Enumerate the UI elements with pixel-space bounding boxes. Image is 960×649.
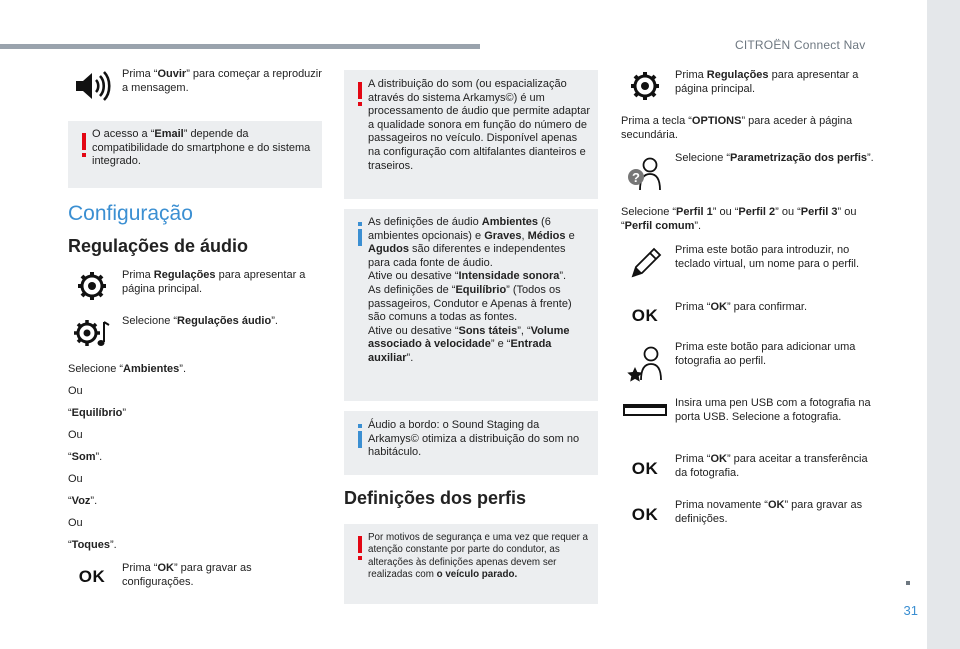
confirm-text: Prima “OK” para confirmar. xyxy=(675,301,808,313)
add-photo-text: Prima este botão para adicionar uma fotografia ao perfil. xyxy=(675,341,856,367)
accept-transfer-step xyxy=(621,451,877,485)
sound-distribution-warning xyxy=(344,70,598,199)
audio-settings-info-text: As definições de áudio Ambientes (6 ambientes opcionais) e Graves, Médios e Agudos são diferentes e independentes para cada fonte de áudio. Ative ou desative “Intensidade sonora”. As definições de “Equilíbrio” (Todos os passageiros, Condutor e Apenas à frente) são comuns a todas as fontes. Ative ou desative “Sons táteis”, “Volume associado à velocidade” e “Entrada auxiliar”. xyxy=(368,216,575,364)
profile-name-step xyxy=(621,242,877,290)
ok-button-icon: OK xyxy=(78,567,106,586)
option-voz: “Voz”. xyxy=(68,495,98,507)
gear-icon xyxy=(68,270,116,302)
profile-settings-text: Prima Regulações para apresentar a página principal. xyxy=(675,69,859,95)
gear-music-icon xyxy=(68,316,116,350)
subsection-title-audio: Regulações de áudio xyxy=(68,236,249,256)
audio-settings-step xyxy=(68,266,322,306)
email-warning-box xyxy=(68,121,322,188)
or-text-3: Ou xyxy=(68,473,83,485)
section-title-configuracao: Configuração xyxy=(68,202,193,225)
confirm-step xyxy=(621,297,877,331)
safety-warning-text: Por motivos de segurança e uma vez que requer a atenção constante por parte do condutor, as alterações às definições apenas devem ser realizadas com o veículo parado. xyxy=(368,532,589,581)
save-profile-text: Prima novamente “OK” para gravar as definições. xyxy=(675,499,863,525)
play-message-text: Prima “Ouvir” para começar a reproduzir a mensagem. xyxy=(122,68,322,94)
audio-regulations-text: Selecione “Regulações áudio”. xyxy=(122,315,278,327)
pencil-icon xyxy=(621,246,669,282)
option-toques: “Toques”. xyxy=(68,539,117,551)
audio-regulations-step xyxy=(68,312,322,352)
ok-button-icon: OK xyxy=(631,459,659,478)
usb-photo-step xyxy=(621,394,877,442)
svg-text:?: ? xyxy=(632,170,640,185)
sound-distribution-text: A distribuição do som (ou espacialização através do sistema Arkamys©) é um processamento de áudio que permite adaptar a qualidade sonora em função do número de passageiros no veículo. Disponível apenas na configuração com altifalantes dianteiros e traseiros. xyxy=(368,78,590,172)
option-som: “Som”. xyxy=(68,451,103,463)
option-equilibrio: “Equilíbrio” xyxy=(68,407,127,419)
usb-bar-icon xyxy=(621,398,669,422)
ok-button-icon: OK xyxy=(631,505,659,524)
page-marker xyxy=(906,581,910,585)
save-profile-step xyxy=(621,497,877,531)
or-text-4: Ou xyxy=(68,517,83,529)
header-rule xyxy=(0,44,480,49)
email-warning-text: O acesso a “Email” depende da compatibilidade do smartphone e do sistema integrado. xyxy=(92,128,311,168)
warning-icon xyxy=(352,80,368,108)
audio-settings-info-box xyxy=(344,209,598,401)
or-text-2: Ou xyxy=(68,429,83,441)
select-profile-text: Selecione “Perfil 1” ou “Perfil 2” ou “Perfil 3” ou “Perfil comum”. xyxy=(621,206,857,232)
profile-question-icon xyxy=(621,152,669,192)
sound-staging-info-box xyxy=(344,411,598,475)
warning-icon xyxy=(352,534,368,562)
brand-label: CITROËN Connect Nav xyxy=(735,38,866,52)
options-key-text: Prima a tecla “OPTIONS” para aceder à página secundária. xyxy=(621,115,853,141)
profile-parametrization-step xyxy=(621,150,877,194)
ok-button-icon: OK xyxy=(631,306,659,325)
warning-icon xyxy=(76,131,92,159)
save-audio-text: Prima “OK” para gravar as configurações. xyxy=(122,562,252,588)
add-photo-step xyxy=(621,338,877,384)
section-title-perfis: Definições dos perfis xyxy=(344,488,527,508)
page-number: 31 xyxy=(903,603,918,618)
profile-star-icon xyxy=(621,342,669,382)
or-text-1: Ou xyxy=(68,385,83,397)
play-message-step xyxy=(68,66,322,106)
audio-settings-text: Prima Regulações para apresentar a página principal. xyxy=(122,269,306,295)
info-icon xyxy=(352,219,368,247)
profile-name-text: Prima este botão para introduzir, no teclado virtual, um nome para o perfil. xyxy=(675,244,860,270)
profile-settings-step xyxy=(621,66,877,106)
usb-photo-text: Insira uma pen USB com a fotografia na porta USB. Selecione a fotografia. xyxy=(675,397,871,423)
speaker-icon xyxy=(68,68,116,104)
save-audio-step xyxy=(68,560,322,594)
safety-warning-box xyxy=(344,524,598,604)
sound-staging-text: Áudio a bordo: o Sound Staging da Arkamys© otimiza a distribuição do som no habitáculo. xyxy=(368,419,580,459)
select-ambientes: Selecione “Ambientes”. xyxy=(68,363,187,375)
profile-parametrization-text: Selecione “Parametrização dos perfis”. xyxy=(675,152,874,164)
gear-icon xyxy=(621,70,669,102)
right-margin-strip xyxy=(927,0,960,649)
accept-transfer-text: Prima “OK” para aceitar a transferência da fotografia. xyxy=(675,453,868,479)
info-icon xyxy=(352,421,368,449)
